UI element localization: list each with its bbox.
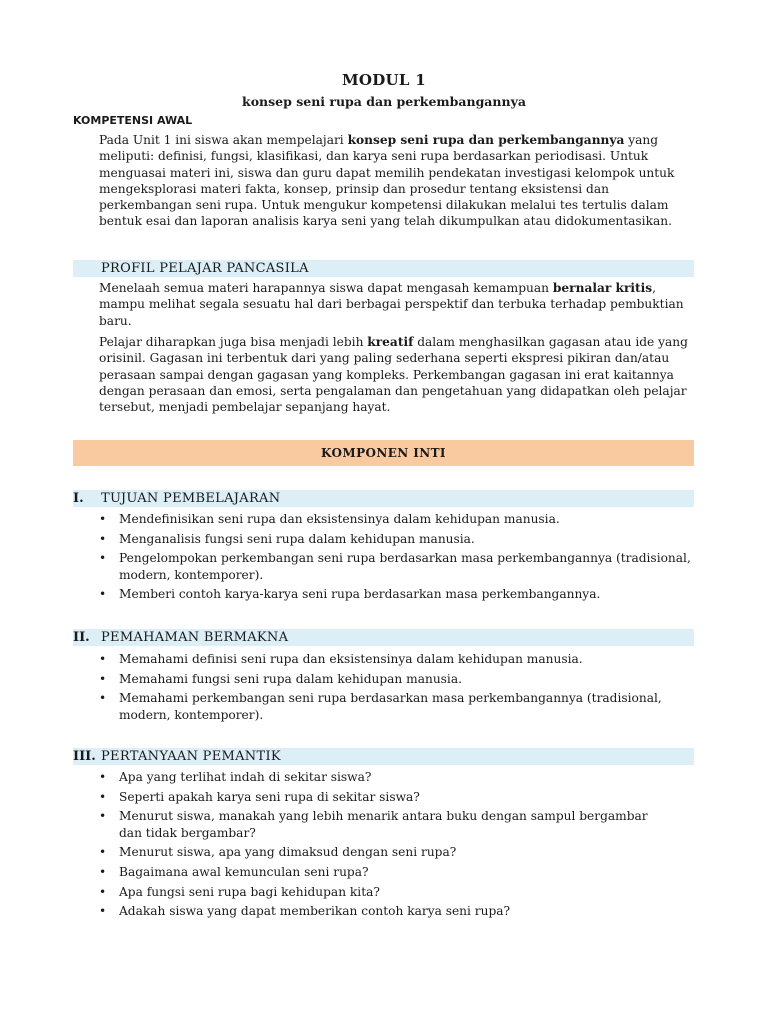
tujuan-list <box>99 511 699 606</box>
list-item: • Pengelompokan perkembangan seni rupa berdasarkan masa perkembangannya (tradisional, modern, kontemporer). <box>99 551 691 582</box>
bullet-icon: • <box>99 809 107 824</box>
pemahaman-heading: PEMAHAMAN BERMAKNA <box>101 630 289 645</box>
bullet-icon: • <box>99 671 107 686</box>
bullet-icon: • <box>99 865 107 880</box>
list-item: • Bagaimana awal kemunculan seni rupa? <box>99 865 369 880</box>
profil-paragraph-2: Pelajar diharapkan juga bisa menjadi lebih kreatif dalam menghasilkan gagasan atau ide yang orisinil. Gagasan ini terbentuk dari yang paling sederhana seperti ekspresi pikiran dan/atau perasaan sampai dengan gagasan yang kompleks. Perkembangan gagasan ini erat kaitannya dengan perasaan dan emosi, serta pengalaman dan pengetahuan yang didapatkan oleh pelajar tersebut, menjadi pembelajar sepanjang hayat. <box>99 335 688 415</box>
tujuan-numeral: I. <box>73 491 84 506</box>
tujuan-heading: TUJUAN PEMBELAJARAN <box>101 491 281 506</box>
bullet-icon: • <box>99 789 107 804</box>
bullet-icon: • <box>99 587 107 602</box>
list-item: • Memahami definisi seni rupa dan eksistensinya dalam kehidupan manusia. <box>99 652 583 666</box>
list-item: • Mendefinisikan seni rupa dan eksistensinya dalam kehidupan manusia. <box>99 512 560 526</box>
list-item: • Menganalisis fungsi seni rupa dalam kehidupan manusia. <box>99 531 475 546</box>
bullet-icon: • <box>99 531 107 546</box>
profil-heading: PROFIL PELAJAR PANCASILA <box>101 261 309 276</box>
bullet-icon: • <box>99 904 107 919</box>
bullet-icon: • <box>99 691 107 706</box>
kompetensi-paragraph: Pada Unit 1 ini siswa akan mempelajari konsep seni rupa dan perkembangannya yang meliputi: definisi, fungsi, klasifikasi, dan karya seni rupa berdasarkan periodisasi. Untuk menguasai materi ini, siswa dan guru dapat memilih pendekatan investigasi kelompok untuk mengeksplorasi materi fakta, konsep, prinsip dan prosedur tentang eksistensi dan perkembangan seni rupa. Untuk mengukur kompetensi dilakukan melalui tes tertulis dalam bentuk esai dan laporan analisis karya seni yang telah dikumpulkan atau didokumentasikan. <box>99 133 675 229</box>
kompetensi-awal-heading: KOMPETENSI AWAL <box>73 114 193 127</box>
list-item: • Menurut siswa, manakah yang lebih menarik antara buku dengan sampul bergambar dan tidak bergambar? <box>99 809 648 840</box>
list-item: • Adakah siswa yang dapat memberikan contoh karya seni rupa? <box>99 904 511 919</box>
list-item: • Seperti apakah karya seni rupa di sekitar siswa? <box>99 789 420 804</box>
module-title: MODUL 1 <box>341 71 427 89</box>
pertanyaan-list <box>99 769 699 923</box>
pemahaman-numeral: II. <box>73 630 90 645</box>
list-item: • Memberi contoh karya-karya seni rupa berdasarkan masa perkembangannya. <box>99 587 601 602</box>
profil-paragraph-1: Menelaah semua materi harapannya siswa dapat mengasah kemampuan bernalar kritis, mampu melihat segala sesuatu hal dari berbagai perspektif dan terbuka terhadap pembuktian baru. <box>99 281 684 328</box>
list-item: • Memahami fungsi seni rupa dalam kehidupan manusia. <box>99 671 462 686</box>
bullet-icon: • <box>99 512 107 526</box>
list-item: • Apa fungsi seni rupa bagi kehidupan kita? <box>99 884 380 899</box>
bullet-icon: • <box>99 770 107 784</box>
module-subtitle: konsep seni rupa dan perkembangannya <box>242 94 526 109</box>
list-item: • Menurut siswa, apa yang dimaksud dengan seni rupa? <box>99 845 457 860</box>
pertanyaan-numeral: III. <box>73 749 96 764</box>
komponen-inti-heading: KOMPONEN INTI <box>321 446 446 460</box>
bullet-icon: • <box>99 652 107 666</box>
pemahaman-list <box>99 651 699 726</box>
list-item: • Memahami perkembangan seni rupa berdasarkan masa perkembangannya (tradisional, modern, kontemporer). <box>99 691 662 722</box>
list-item: • Apa yang terlihat indah di sekitar siswa? <box>99 770 372 784</box>
bullet-icon: • <box>99 845 107 860</box>
bullet-icon: • <box>99 884 107 899</box>
bullet-icon: • <box>99 551 107 566</box>
pertanyaan-heading: PERTANYAAN PEMANTIK <box>101 749 281 764</box>
